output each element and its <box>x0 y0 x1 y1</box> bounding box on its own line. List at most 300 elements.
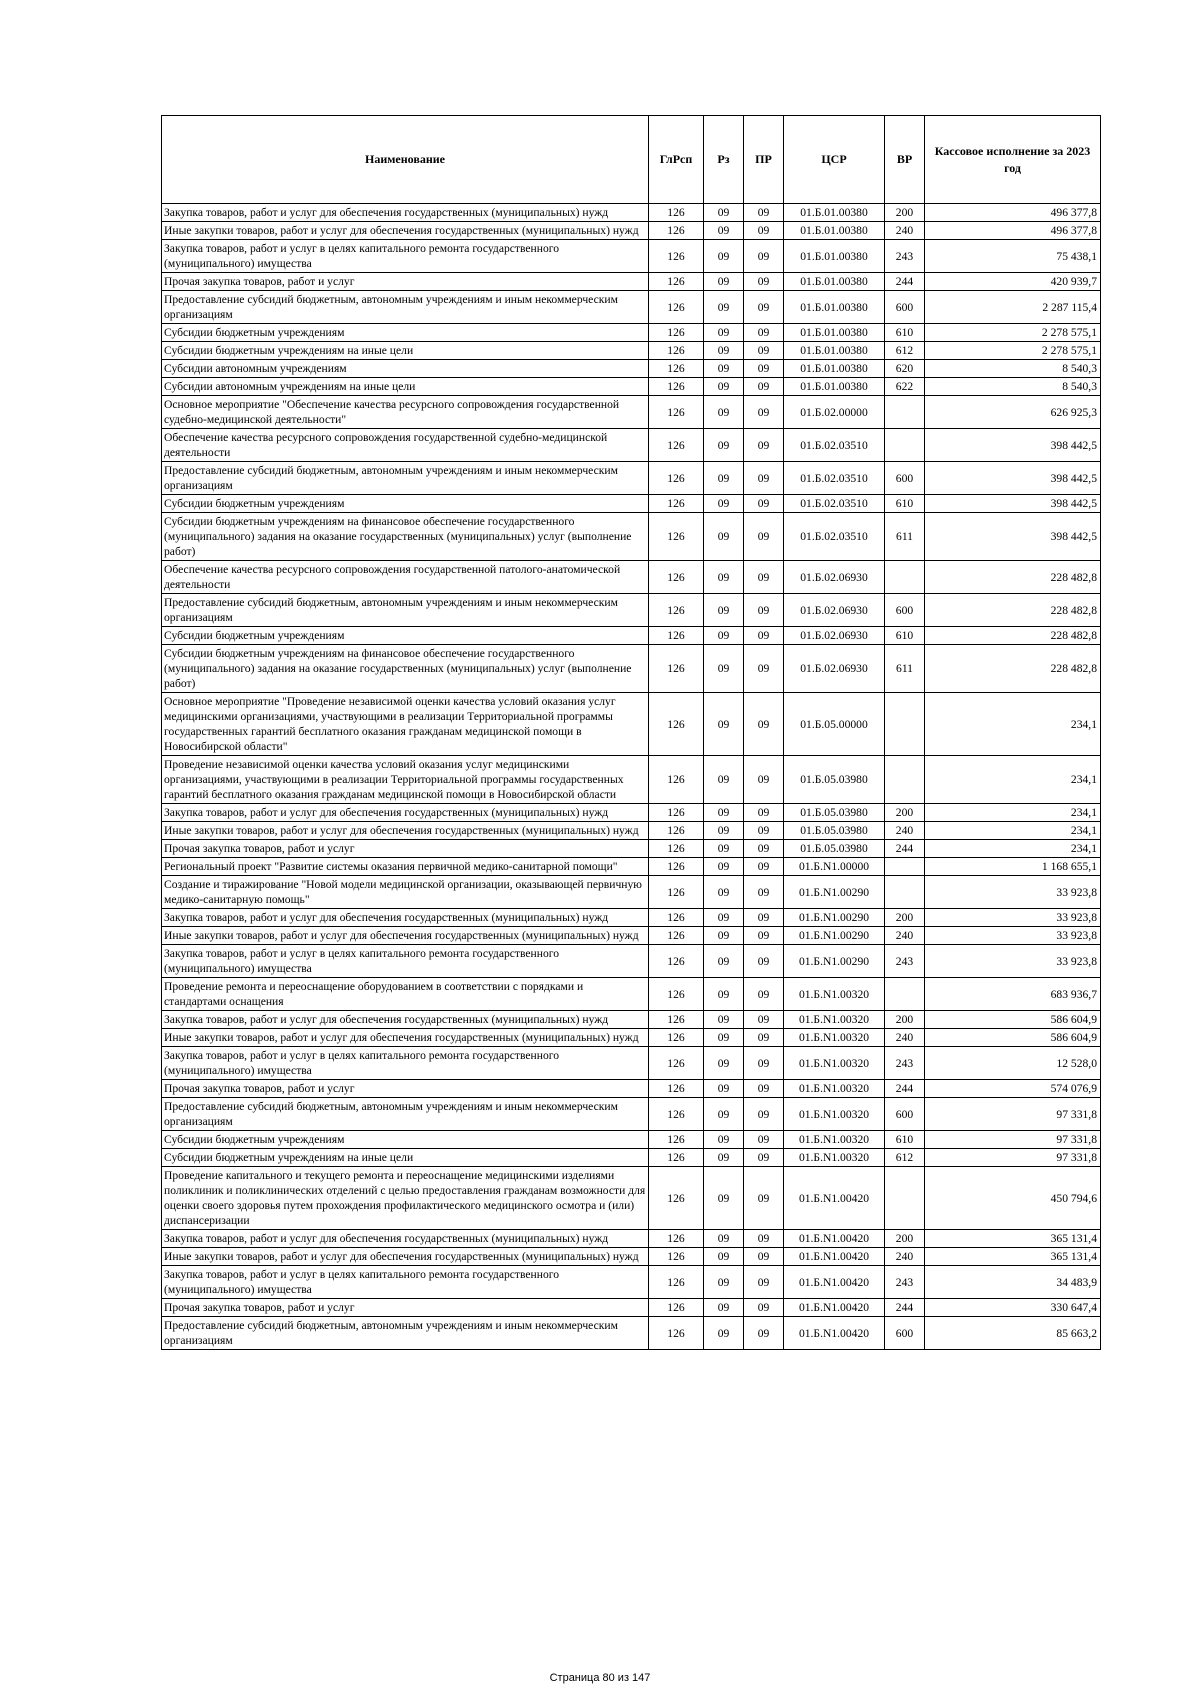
cell-name: Субсидии бюджетным учреждениям на финансовое обеспечение государственного (муниципального) задания на оказание государственных (муниципальных) услуг (выполнение работ) <box>162 513 649 561</box>
cell-pr: 09 <box>744 645 784 693</box>
table-row <box>162 804 1101 822</box>
cell-vr: 200 <box>885 1230 925 1248</box>
table-row <box>162 1149 1101 1167</box>
cell-pr: 09 <box>744 1029 784 1047</box>
cell-pr: 09 <box>744 291 784 324</box>
cell-glrsp: 126 <box>649 222 704 240</box>
cell-rz: 09 <box>704 645 744 693</box>
cell-rz: 09 <box>704 627 744 645</box>
cell-rz: 09 <box>704 360 744 378</box>
cell-glrsp: 126 <box>649 1248 704 1266</box>
cell-rz: 09 <box>704 396 744 429</box>
cell-glrsp: 126 <box>649 513 704 561</box>
cell-pr: 09 <box>744 273 784 291</box>
table-row <box>162 342 1101 360</box>
cell-name: Проведение независимой оценки качества условий оказания услуг медицинскими организациями, участвующими в реализации Территориальной программы государственных гарантий бесплатного оказания гражданам медицинской помощи в Новосибирской области <box>162 756 649 804</box>
cell-pr: 09 <box>744 693 784 756</box>
cell-rz: 09 <box>704 462 744 495</box>
cell-vr: 243 <box>885 240 925 273</box>
cell-amount: 8 540,3 <box>925 360 1101 378</box>
table-row <box>162 978 1101 1011</box>
cell-pr: 09 <box>744 1248 784 1266</box>
cell-vr: 243 <box>885 945 925 978</box>
table-row <box>162 927 1101 945</box>
cell-rz: 09 <box>704 240 744 273</box>
cell-name: Субсидии автономным учреждениям на иные цели <box>162 378 649 396</box>
cell-pr: 09 <box>744 978 784 1011</box>
cell-amount: 97 331,8 <box>925 1131 1101 1149</box>
cell-glrsp: 126 <box>649 594 704 627</box>
cell-csr: 01.Б.01.00380 <box>784 324 885 342</box>
cell-pr: 09 <box>744 1149 784 1167</box>
cell-amount: 34 483,9 <box>925 1266 1101 1299</box>
cell-glrsp: 126 <box>649 1029 704 1047</box>
cell-csr: 01.Б.N1.00420 <box>784 1248 885 1266</box>
cell-pr: 09 <box>744 429 784 462</box>
table-row <box>162 462 1101 495</box>
cell-vr <box>885 876 925 909</box>
cell-glrsp: 126 <box>649 240 704 273</box>
cell-csr: 01.Б.02.06930 <box>784 561 885 594</box>
cell-glrsp: 126 <box>649 495 704 513</box>
header-name: Наименование <box>162 116 649 204</box>
cell-csr: 01.Б.N1.00290 <box>784 909 885 927</box>
table-row <box>162 360 1101 378</box>
cell-glrsp: 126 <box>649 1266 704 1299</box>
cell-pr: 09 <box>744 222 784 240</box>
page-number: Страница 80 из 147 <box>549 1672 651 1684</box>
table-row <box>162 495 1101 513</box>
cell-vr: 240 <box>885 222 925 240</box>
cell-glrsp: 126 <box>649 858 704 876</box>
cell-amount: 365 131,4 <box>925 1230 1101 1248</box>
cell-amount: 75 438,1 <box>925 240 1101 273</box>
cell-amount: 234,1 <box>925 804 1101 822</box>
cell-csr: 01.Б.02.06930 <box>784 594 885 627</box>
cell-rz: 09 <box>704 291 744 324</box>
header-csr: ЦСР <box>784 116 885 204</box>
cell-rz: 09 <box>704 1011 744 1029</box>
cell-pr: 09 <box>744 594 784 627</box>
cell-amount: 33 923,8 <box>925 945 1101 978</box>
cell-name: Прочая закупка товаров, работ и услуг <box>162 840 649 858</box>
cell-pr: 09 <box>744 360 784 378</box>
cell-pr: 09 <box>744 1131 784 1149</box>
cell-amount: 398 442,5 <box>925 495 1101 513</box>
cell-pr: 09 <box>744 561 784 594</box>
cell-glrsp: 126 <box>649 324 704 342</box>
cell-rz: 09 <box>704 324 744 342</box>
cell-name: Субсидии автономным учреждениям <box>162 360 649 378</box>
cell-glrsp: 126 <box>649 978 704 1011</box>
cell-rz: 09 <box>704 1098 744 1131</box>
cell-csr: 01.Б.02.03510 <box>784 462 885 495</box>
cell-csr: 01.Б.01.00380 <box>784 204 885 222</box>
cell-pr: 09 <box>744 822 784 840</box>
cell-amount: 398 442,5 <box>925 462 1101 495</box>
cell-amount: 586 604,9 <box>925 1011 1101 1029</box>
cell-vr: 600 <box>885 462 925 495</box>
table-row <box>162 645 1101 693</box>
cell-glrsp: 126 <box>649 927 704 945</box>
cell-amount: 330 647,4 <box>925 1299 1101 1317</box>
cell-name: Иные закупки товаров, работ и услуг для обеспечения государственных (муниципальных) нужд <box>162 1248 649 1266</box>
cell-vr: 611 <box>885 645 925 693</box>
cell-name: Закупка товаров, работ и услуг для обеспечения государственных (муниципальных) нужд <box>162 909 649 927</box>
table-header-row <box>162 116 1101 204</box>
table-row <box>162 378 1101 396</box>
cell-csr: 01.Б.02.06930 <box>784 645 885 693</box>
table-row <box>162 1299 1101 1317</box>
cell-glrsp: 126 <box>649 1299 704 1317</box>
cell-name: Предоставление субсидий бюджетным, автономным учреждениям и иным некоммерческим организациям <box>162 1098 649 1131</box>
cell-amount: 228 482,8 <box>925 594 1101 627</box>
cell-name: Закупка товаров, работ и услуг в целях капитального ремонта государственного (муниципального) имущества <box>162 945 649 978</box>
cell-glrsp: 126 <box>649 627 704 645</box>
cell-vr: 200 <box>885 909 925 927</box>
cell-pr: 09 <box>744 1299 784 1317</box>
table-row <box>162 1011 1101 1029</box>
cell-pr: 09 <box>744 240 784 273</box>
cell-name: Предоставление субсидий бюджетным, автономным учреждениям и иным некоммерческим организациям <box>162 1317 649 1350</box>
cell-csr: 01.Б.01.00380 <box>784 240 885 273</box>
table-row <box>162 429 1101 462</box>
cell-name: Субсидии бюджетным учреждениям <box>162 495 649 513</box>
cell-pr: 09 <box>744 1317 784 1350</box>
cell-name: Проведение ремонта и переоснащение оборудованием в соответствии с порядками и стандартами оснащения <box>162 978 649 1011</box>
cell-pr: 09 <box>744 462 784 495</box>
cell-csr: 01.Б.N1.00420 <box>784 1299 885 1317</box>
cell-rz: 09 <box>704 495 744 513</box>
table-row <box>162 594 1101 627</box>
cell-amount: 586 604,9 <box>925 1029 1101 1047</box>
table-row <box>162 822 1101 840</box>
table-row <box>162 876 1101 909</box>
cell-vr <box>885 396 925 429</box>
cell-vr: 600 <box>885 1098 925 1131</box>
table-row <box>162 1248 1101 1266</box>
cell-name: Иные закупки товаров, работ и услуг для обеспечения государственных (муниципальных) нужд <box>162 1029 649 1047</box>
cell-glrsp: 126 <box>649 273 704 291</box>
cell-amount: 228 482,8 <box>925 627 1101 645</box>
cell-name: Закупка товаров, работ и услуг для обеспечения государственных (муниципальных) нужд <box>162 804 649 822</box>
table-row <box>162 1131 1101 1149</box>
cell-amount: 2 287 115,4 <box>925 291 1101 324</box>
table-row <box>162 1266 1101 1299</box>
cell-rz: 09 <box>704 1299 744 1317</box>
table-row <box>162 1317 1101 1350</box>
cell-glrsp: 126 <box>649 360 704 378</box>
cell-rz: 09 <box>704 222 744 240</box>
cell-amount: 496 377,8 <box>925 204 1101 222</box>
cell-pr: 09 <box>744 396 784 429</box>
cell-glrsp: 126 <box>649 462 704 495</box>
cell-vr: 244 <box>885 273 925 291</box>
cell-vr: 200 <box>885 204 925 222</box>
cell-rz: 09 <box>704 909 744 927</box>
cell-glrsp: 126 <box>649 561 704 594</box>
header-amount: Кассовое исполнение за 2023 год <box>925 116 1101 204</box>
cell-vr: 240 <box>885 1248 925 1266</box>
cell-rz: 09 <box>704 822 744 840</box>
cell-amount: 496 377,8 <box>925 222 1101 240</box>
cell-vr: 600 <box>885 291 925 324</box>
cell-csr: 01.Б.N1.00320 <box>784 1098 885 1131</box>
cell-vr: 611 <box>885 513 925 561</box>
cell-name: Создание и тиражирование "Новой модели медицинской организации, оказывающей первичную медико-санитарную помощь" <box>162 876 649 909</box>
cell-glrsp: 126 <box>649 1047 704 1080</box>
cell-amount: 2 278 575,1 <box>925 324 1101 342</box>
cell-glrsp: 126 <box>649 945 704 978</box>
header-pr: ПР <box>744 116 784 204</box>
cell-pr: 09 <box>744 909 784 927</box>
cell-vr: 244 <box>885 1080 925 1098</box>
cell-csr: 01.Б.N1.00290 <box>784 876 885 909</box>
cell-vr: 600 <box>885 594 925 627</box>
cell-csr: 01.Б.N1.00290 <box>784 945 885 978</box>
table-row <box>162 204 1101 222</box>
cell-csr: 01.Б.N1.00320 <box>784 1011 885 1029</box>
cell-vr: 240 <box>885 822 925 840</box>
cell-csr: 01.Б.02.03510 <box>784 513 885 561</box>
table-row <box>162 561 1101 594</box>
cell-amount: 33 923,8 <box>925 927 1101 945</box>
table-row <box>162 273 1101 291</box>
table-row <box>162 291 1101 324</box>
table-row <box>162 693 1101 756</box>
cell-rz: 09 <box>704 1230 744 1248</box>
table-row <box>162 1230 1101 1248</box>
cell-name: Обеспечение качества ресурсного сопровождения государственной патолого-анатомической деятельности <box>162 561 649 594</box>
cell-amount: 33 923,8 <box>925 876 1101 909</box>
cell-rz: 09 <box>704 342 744 360</box>
cell-rz: 09 <box>704 1266 744 1299</box>
cell-amount: 450 794,6 <box>925 1167 1101 1230</box>
table-row <box>162 627 1101 645</box>
cell-csr: 01.Б.01.00380 <box>784 273 885 291</box>
cell-amount: 228 482,8 <box>925 561 1101 594</box>
cell-glrsp: 126 <box>649 840 704 858</box>
cell-name: Закупка товаров, работ и услуг для обеспечения государственных (муниципальных) нужд <box>162 1011 649 1029</box>
cell-vr: 600 <box>885 1317 925 1350</box>
cell-csr: 01.Б.N1.00320 <box>784 1131 885 1149</box>
cell-vr: 610 <box>885 324 925 342</box>
cell-vr: 244 <box>885 1299 925 1317</box>
cell-rz: 09 <box>704 978 744 1011</box>
table-row <box>162 1047 1101 1080</box>
cell-pr: 09 <box>744 627 784 645</box>
cell-rz: 09 <box>704 1131 744 1149</box>
table-row <box>162 945 1101 978</box>
cell-glrsp: 126 <box>649 429 704 462</box>
cell-amount: 234,1 <box>925 822 1101 840</box>
cell-pr: 09 <box>744 756 784 804</box>
cell-name: Субсидии бюджетным учреждениям на финансовое обеспечение государственного (муниципального) задания на оказание государственных (муниципальных) услуг (выполнение работ) <box>162 645 649 693</box>
cell-pr: 09 <box>744 1098 784 1131</box>
cell-rz: 09 <box>704 1317 744 1350</box>
cell-vr: 244 <box>885 840 925 858</box>
table-row <box>162 756 1101 804</box>
cell-amount: 12 528,0 <box>925 1047 1101 1080</box>
header-rz: Рз <box>704 116 744 204</box>
cell-rz: 09 <box>704 927 744 945</box>
cell-csr: 01.Б.N1.00420 <box>784 1266 885 1299</box>
cell-csr: 01.Б.05.03980 <box>784 840 885 858</box>
cell-amount: 228 482,8 <box>925 645 1101 693</box>
cell-rz: 09 <box>704 1167 744 1230</box>
table-row <box>162 513 1101 561</box>
table-row <box>162 1029 1101 1047</box>
cell-rz: 09 <box>704 858 744 876</box>
cell-amount: 33 923,8 <box>925 909 1101 927</box>
table-body <box>162 204 1101 1350</box>
cell-vr <box>885 978 925 1011</box>
header-vr: ВР <box>885 116 925 204</box>
table-row <box>162 858 1101 876</box>
cell-pr: 09 <box>744 945 784 978</box>
cell-pr: 09 <box>744 324 784 342</box>
cell-name: Предоставление субсидий бюджетным, автономным учреждениям и иным некоммерческим организациям <box>162 291 649 324</box>
table-row <box>162 222 1101 240</box>
cell-glrsp: 126 <box>649 645 704 693</box>
cell-pr: 09 <box>744 927 784 945</box>
cell-vr <box>885 858 925 876</box>
cell-name: Основное мероприятие "Обеспечение качества ресурсного сопровождения государственной судебно-медицинской деятельности" <box>162 396 649 429</box>
cell-glrsp: 126 <box>649 1317 704 1350</box>
cell-vr: 200 <box>885 1011 925 1029</box>
cell-name: Субсидии бюджетным учреждениям <box>162 627 649 645</box>
cell-name: Предоставление субсидий бюджетным, автономным учреждениям и иным некоммерческим организациям <box>162 594 649 627</box>
cell-vr: 610 <box>885 627 925 645</box>
cell-rz: 09 <box>704 378 744 396</box>
cell-pr: 09 <box>744 378 784 396</box>
cell-rz: 09 <box>704 945 744 978</box>
cell-pr: 09 <box>744 204 784 222</box>
cell-name: Обеспечение качества ресурсного сопровождения государственной судебно-медицинской деятельности <box>162 429 649 462</box>
cell-csr: 01.Б.N1.00320 <box>784 1029 885 1047</box>
cell-glrsp: 126 <box>649 291 704 324</box>
cell-pr: 09 <box>744 513 784 561</box>
cell-rz: 09 <box>704 693 744 756</box>
table-row <box>162 396 1101 429</box>
cell-name: Региональный проект "Развитие системы оказания первичной медико-санитарной помощи" <box>162 858 649 876</box>
cell-amount: 234,1 <box>925 693 1101 756</box>
cell-rz: 09 <box>704 561 744 594</box>
budget-execution-table <box>161 115 1101 1350</box>
cell-pr: 09 <box>744 495 784 513</box>
cell-name: Проведение капитального и текущего ремонта и переоснащение медицинскими изделиями поликлиник и поликлинических отделений с целью предоставления гражданам возможности для оценки своего здоровья путем прохождения профилактического медицинского осмотра и (или) диспансеризации <box>162 1167 649 1230</box>
cell-amount: 420 939,7 <box>925 273 1101 291</box>
cell-amount: 234,1 <box>925 840 1101 858</box>
cell-pr: 09 <box>744 876 784 909</box>
cell-csr: 01.Б.N1.00290 <box>784 927 885 945</box>
cell-csr: 01.Б.N1.00000 <box>784 858 885 876</box>
cell-pr: 09 <box>744 1080 784 1098</box>
cell-pr: 09 <box>744 1167 784 1230</box>
cell-vr: 620 <box>885 360 925 378</box>
cell-vr <box>885 1167 925 1230</box>
cell-amount: 683 936,7 <box>925 978 1101 1011</box>
cell-vr: 612 <box>885 342 925 360</box>
cell-glrsp: 126 <box>649 693 704 756</box>
cell-name: Прочая закупка товаров, работ и услуг <box>162 1299 649 1317</box>
cell-csr: 01.Б.N1.00320 <box>784 1149 885 1167</box>
table-row <box>162 840 1101 858</box>
cell-csr: 01.Б.01.00380 <box>784 222 885 240</box>
cell-rz: 09 <box>704 840 744 858</box>
cell-name: Субсидии бюджетным учреждениям <box>162 324 649 342</box>
cell-csr: 01.Б.02.03510 <box>784 429 885 462</box>
cell-rz: 09 <box>704 594 744 627</box>
cell-glrsp: 126 <box>649 378 704 396</box>
cell-name: Закупка товаров, работ и услуг для обеспечения государственных (муниципальных) нужд <box>162 204 649 222</box>
cell-rz: 09 <box>704 429 744 462</box>
cell-name: Закупка товаров, работ и услуг в целях капитального ремонта государственного (муниципального) имущества <box>162 240 649 273</box>
cell-name: Закупка товаров, работ и услуг в целях капитального ремонта государственного (муниципального) имущества <box>162 1266 649 1299</box>
cell-pr: 09 <box>744 1230 784 1248</box>
cell-name: Иные закупки товаров, работ и услуг для обеспечения государственных (муниципальных) нужд <box>162 822 649 840</box>
cell-glrsp: 126 <box>649 822 704 840</box>
table-row <box>162 1098 1101 1131</box>
cell-rz: 09 <box>704 804 744 822</box>
cell-rz: 09 <box>704 1248 744 1266</box>
cell-rz: 09 <box>704 1029 744 1047</box>
cell-amount: 1 168 655,1 <box>925 858 1101 876</box>
table-row <box>162 324 1101 342</box>
cell-amount: 2 278 575,1 <box>925 342 1101 360</box>
cell-rz: 09 <box>704 756 744 804</box>
cell-pr: 09 <box>744 1011 784 1029</box>
cell-csr: 01.Б.05.03980 <box>784 822 885 840</box>
cell-csr: 01.Б.02.00000 <box>784 396 885 429</box>
cell-amount: 574 076,9 <box>925 1080 1101 1098</box>
cell-pr: 09 <box>744 804 784 822</box>
cell-pr: 09 <box>744 1266 784 1299</box>
cell-glrsp: 126 <box>649 1167 704 1230</box>
cell-vr <box>885 756 925 804</box>
cell-csr: 01.Б.N1.00320 <box>784 1080 885 1098</box>
cell-rz: 09 <box>704 513 744 561</box>
cell-glrsp: 126 <box>649 876 704 909</box>
cell-glrsp: 126 <box>649 342 704 360</box>
cell-rz: 09 <box>704 273 744 291</box>
header-glrsp: ГлРсп <box>649 116 704 204</box>
table-row <box>162 909 1101 927</box>
cell-glrsp: 126 <box>649 756 704 804</box>
cell-glrsp: 126 <box>649 1131 704 1149</box>
cell-vr: 243 <box>885 1266 925 1299</box>
table-row <box>162 240 1101 273</box>
cell-name: Иные закупки товаров, работ и услуг для обеспечения государственных (муниципальных) нужд <box>162 927 649 945</box>
table-row <box>162 1167 1101 1230</box>
cell-amount: 398 442,5 <box>925 429 1101 462</box>
cell-csr: 01.Б.01.00380 <box>784 342 885 360</box>
table-row <box>162 1080 1101 1098</box>
cell-vr <box>885 561 925 594</box>
cell-name: Субсидии бюджетным учреждениям <box>162 1131 649 1149</box>
cell-vr <box>885 693 925 756</box>
cell-vr: 612 <box>885 1149 925 1167</box>
cell-csr: 01.Б.05.03980 <box>784 756 885 804</box>
cell-name: Прочая закупка товаров, работ и услуг <box>162 1080 649 1098</box>
cell-amount: 398 442,5 <box>925 513 1101 561</box>
budget-table-container <box>161 115 1100 1350</box>
cell-vr: 240 <box>885 1029 925 1047</box>
cell-name: Прочая закупка товаров, работ и услуг <box>162 273 649 291</box>
cell-csr: 01.Б.05.03980 <box>784 804 885 822</box>
cell-rz: 09 <box>704 204 744 222</box>
cell-pr: 09 <box>744 858 784 876</box>
